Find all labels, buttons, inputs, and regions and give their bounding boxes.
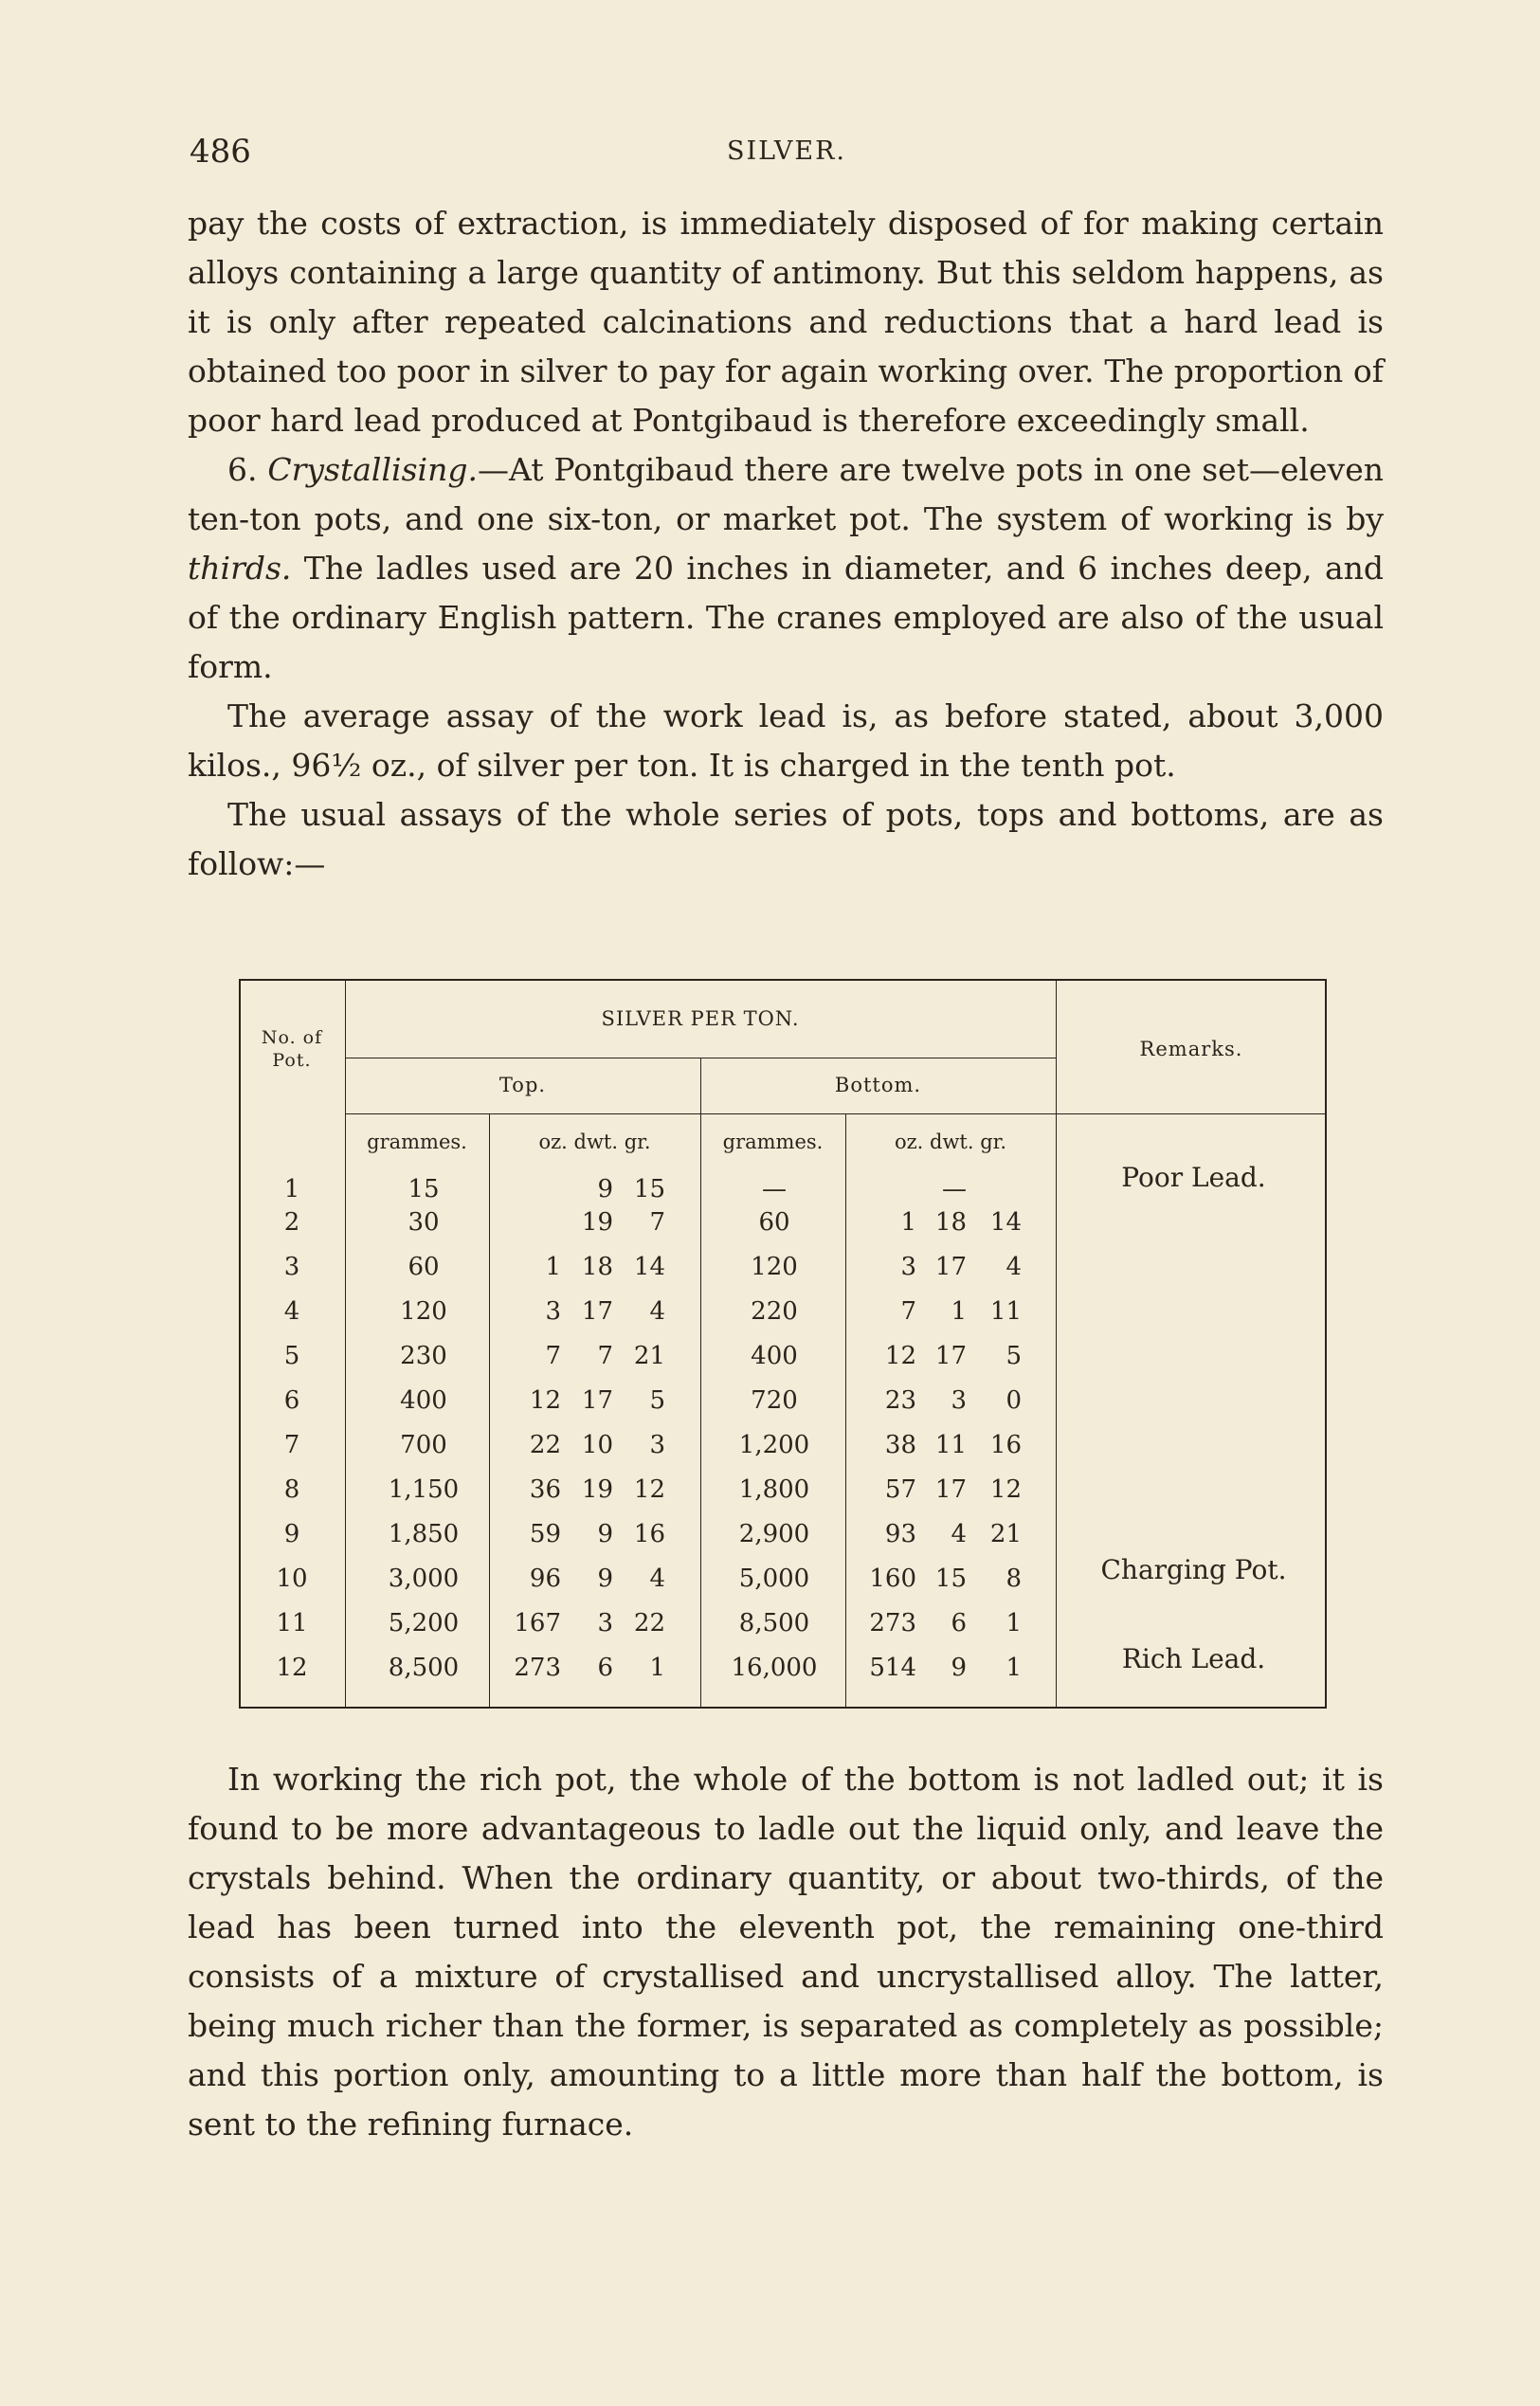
cell-top-dwt: 9 <box>597 1175 613 1203</box>
cell-bottom-dwt: 17 <box>934 1253 967 1281</box>
header-silver-per-ton: SILVER PER TON. <box>601 1007 800 1030</box>
cell-bottom-gr: 0 <box>1006 1386 1022 1415</box>
header-remarks: Remarks. <box>1139 1038 1243 1060</box>
cell-bottom-grammes: 1,800 <box>738 1475 810 1504</box>
table-row <box>239 1208 1327 1253</box>
cell-bottom-gr: 1 <box>1006 1609 1022 1637</box>
section-number: 6. <box>227 451 258 488</box>
cell-bottom-dwt: 6 <box>951 1609 967 1637</box>
cell-bottom-gr: 14 <box>989 1208 1022 1237</box>
cell-bottom-oz: 57 <box>884 1475 916 1504</box>
cell-bottom-grammes: — <box>762 1175 787 1203</box>
paragraph-assay: The average assay of the work lead is, as before stated, about 3,000 kilos., 96½ oz., of silver per ton. It is charged in the tenth pot. <box>188 697 1384 784</box>
cell-top-oz: 1 <box>545 1253 561 1281</box>
cell-bottom-oz: 3 <box>900 1253 916 1281</box>
section-text-a: —At Pontgibaud there are twelve pots in one set—eleven ten-ton pots, and one six-ton, or market pot. The system of working is by <box>188 451 1384 537</box>
unit-top-grammes: grammes. <box>367 1131 467 1153</box>
remark-poor-lead: Poor Lead. <box>1121 1162 1266 1193</box>
cell-top-dwt: 17 <box>581 1386 613 1415</box>
cell-top-grammes: 30 <box>408 1208 440 1237</box>
cell-top-oz: 59 <box>529 1520 561 1548</box>
cell-bottom-grammes: 400 <box>751 1342 798 1370</box>
cell-top-dwt: 9 <box>597 1520 613 1548</box>
cell-bottom-dwt: 17 <box>934 1342 967 1370</box>
cell-top-oz: 3 <box>545 1297 561 1326</box>
cell-bottom-oz: 93 <box>884 1520 916 1548</box>
cell-top-dwt: 10 <box>581 1431 613 1459</box>
cell-top-grammes: 1,850 <box>388 1520 460 1548</box>
cell-top-grammes: 1,150 <box>388 1475 460 1504</box>
remark-rich-lead: Rich Lead. <box>1121 1643 1266 1674</box>
cell-pot: 9 <box>283 1520 300 1548</box>
cell-top-dwt: 17 <box>581 1297 613 1326</box>
cell-pot: 2 <box>283 1208 300 1237</box>
rule-under-header <box>345 1113 1327 1114</box>
cell-bottom-oz: 23 <box>884 1386 916 1415</box>
section-heading: Crystallising. <box>267 451 478 488</box>
cell-top-oz: 12 <box>529 1386 561 1415</box>
cell-top-grammes: 400 <box>400 1386 447 1415</box>
section-emphasis: thirds. <box>188 550 292 587</box>
cell-bottom-dwt: 9 <box>951 1654 967 1682</box>
cell-bottom-dwt: 1 <box>951 1297 967 1326</box>
header-pot: No. of Pot. <box>261 1027 323 1071</box>
cell-top-gr: 16 <box>633 1520 665 1548</box>
cell-top-grammes: 8,500 <box>388 1654 460 1682</box>
cell-top-dwt: 19 <box>581 1475 613 1504</box>
table-row <box>239 1342 1327 1386</box>
cell-bottom-oz: 514 <box>869 1654 916 1682</box>
cell-bottom-gr: 8 <box>1006 1565 1022 1593</box>
cell-bottom-oz: 160 <box>869 1565 916 1593</box>
table-row <box>239 1431 1327 1475</box>
cell-bottom-grammes: 120 <box>751 1253 798 1281</box>
cell-bottom-gr: 1 <box>1006 1654 1022 1682</box>
cell-bottom-oz: 38 <box>884 1431 916 1459</box>
cell-top-oz: 167 <box>514 1609 561 1637</box>
cell-bottom-gr: 21 <box>989 1520 1022 1548</box>
cell-top-grammes: 120 <box>400 1297 447 1326</box>
table-bottom-rule <box>239 1707 1327 1709</box>
cell-top-gr: 4 <box>649 1297 665 1326</box>
cell-top-dwt: 9 <box>597 1565 613 1593</box>
cell-top-gr: 3 <box>649 1431 665 1459</box>
cell-top-gr: 7 <box>649 1208 665 1237</box>
paragraph-rich-pot: In working the rich pot, the whole of the bottom is not ladled out; it is found to be more advantageous to ladle out the liquid only, and leave the crystals behind. When the ordinary quantity, or about two-thirds, of the lead has been turned into the eleventh pot, the remaining one-third consists of a mixture of crystallised and uncrystallised alloy. The latter, being much richer than the former, is separated as completely as possible; and this portion only, amounting to a little more than half the bottom, is sent to the refining furnace. <box>188 1761 1384 2143</box>
cell-pot: 11 <box>276 1609 308 1637</box>
cell-top-gr: 12 <box>633 1475 665 1504</box>
table-row <box>239 1475 1327 1520</box>
cell-top-oz: 22 <box>529 1431 561 1459</box>
cell-top-oz: 7 <box>545 1342 561 1370</box>
cell-bottom-grammes: 16,000 <box>731 1654 818 1682</box>
cell-top-dwt: 18 <box>581 1253 613 1281</box>
cell-pot: 5 <box>283 1342 300 1370</box>
table-row <box>239 1386 1327 1431</box>
cell-bottom-oz: 12 <box>884 1342 916 1370</box>
assay-table <box>239 979 1327 1709</box>
cell-top-gr: 14 <box>633 1253 665 1281</box>
cell-bottom-dwt: 4 <box>951 1520 967 1548</box>
cell-top-oz: 96 <box>529 1565 561 1593</box>
cell-bottom-dwt: 17 <box>934 1475 967 1504</box>
section-text-b: The ladles used are 20 inches in diameter, and 6 inches deep, and of the ordinary English pattern. The cranes employed are also of the usual form. <box>188 550 1384 685</box>
cell-bottom-grammes: 1,200 <box>738 1431 810 1459</box>
text-block-top <box>188 199 1384 889</box>
cell-bottom-grammes: 60 <box>758 1208 790 1237</box>
cell-pot: 6 <box>283 1386 300 1415</box>
cell-bottom-dwt: 3 <box>951 1386 967 1415</box>
header-top: Top. <box>498 1074 547 1096</box>
table-row <box>239 1297 1327 1342</box>
cell-top-oz: 36 <box>529 1475 561 1504</box>
cell-top-gr: 5 <box>649 1386 665 1415</box>
cell-top-grammes: 60 <box>408 1253 440 1281</box>
cell-bottom-dwt: 11 <box>934 1431 967 1459</box>
unit-bottom-grammes: grammes. <box>722 1131 824 1153</box>
cell-bottom-gr: 16 <box>989 1431 1022 1459</box>
paragraph-usual-assays: The usual assays of the whole series of pots, tops and bottoms, are as follow:— <box>188 796 1384 882</box>
cell-bottom-grammes: 720 <box>751 1386 798 1415</box>
cell-top-oz: 273 <box>514 1654 561 1682</box>
cell-bottom-gr: 4 <box>1006 1253 1022 1281</box>
cell-pot: 4 <box>283 1297 300 1326</box>
cell-bottom-dwt: 18 <box>934 1208 967 1237</box>
cell-top-grammes: 700 <box>400 1431 447 1459</box>
cell-bottom-dwt: — <box>942 1175 967 1203</box>
cell-bottom-dwt: 15 <box>934 1565 967 1593</box>
cell-pot: 3 <box>283 1253 300 1281</box>
cell-bottom-gr: 11 <box>989 1297 1022 1326</box>
cell-pot: 7 <box>283 1431 300 1459</box>
page-header <box>190 133 1384 180</box>
cell-bottom-grammes: 5,000 <box>738 1565 810 1593</box>
cell-bottom-oz: 1 <box>900 1208 916 1237</box>
cell-top-grammes: 15 <box>408 1175 440 1203</box>
cell-bottom-grammes: 8,500 <box>738 1609 810 1637</box>
cell-bottom-oz: 7 <box>900 1297 916 1326</box>
cell-top-gr: 21 <box>633 1342 665 1370</box>
cell-bottom-oz: 273 <box>869 1609 916 1637</box>
text-block-bottom <box>188 1755 1384 2149</box>
cell-top-grammes: 5,200 <box>388 1609 460 1637</box>
cell-bottom-gr: 12 <box>989 1475 1022 1504</box>
unit-bottom-oz: oz. dwt. gr. <box>894 1131 1007 1153</box>
cell-pot: 12 <box>276 1654 308 1682</box>
page-number: 486 <box>190 133 251 171</box>
header-bottom: Bottom. <box>834 1074 922 1096</box>
table-row <box>239 1253 1327 1297</box>
cell-bottom-grammes: 2,900 <box>738 1520 810 1548</box>
cell-bottom-gr: 5 <box>1006 1342 1022 1370</box>
cell-top-dwt: 19 <box>581 1208 613 1237</box>
cell-pot: 10 <box>276 1565 308 1593</box>
cell-top-dwt: 6 <box>597 1654 613 1682</box>
cell-pot: 1 <box>283 1175 300 1203</box>
cell-pot: 8 <box>283 1475 300 1504</box>
cell-top-gr: 4 <box>649 1565 665 1593</box>
remark-charging-pot: Charging Pot. <box>1100 1554 1287 1585</box>
cell-top-dwt: 7 <box>597 1342 613 1370</box>
paragraph-extraction: pay the costs of extraction, is immediately disposed of for making certain alloys containing a large quantity of antimony. But this seldom happens, as it is only after repeated calcinations and reductions that a hard lead is obtained too poor in silver to pay for again working over. The proportion of poor hard lead produced at Pontgibaud is therefore exceedingly small. <box>188 205 1384 439</box>
unit-top-oz: oz. dwt. gr. <box>538 1131 651 1153</box>
paragraph-crystallising <box>188 445 1384 692</box>
cell-top-grammes: 3,000 <box>388 1565 460 1593</box>
cell-top-dwt: 3 <box>597 1609 613 1637</box>
running-title: SILVER. <box>726 136 846 166</box>
cell-top-grammes: 230 <box>400 1342 447 1370</box>
cell-top-gr: 15 <box>633 1175 665 1203</box>
cell-bottom-grammes: 220 <box>751 1297 798 1326</box>
table-top-rule <box>239 979 1327 981</box>
cell-top-gr: 22 <box>633 1609 665 1637</box>
cell-top-gr: 1 <box>649 1654 665 1682</box>
